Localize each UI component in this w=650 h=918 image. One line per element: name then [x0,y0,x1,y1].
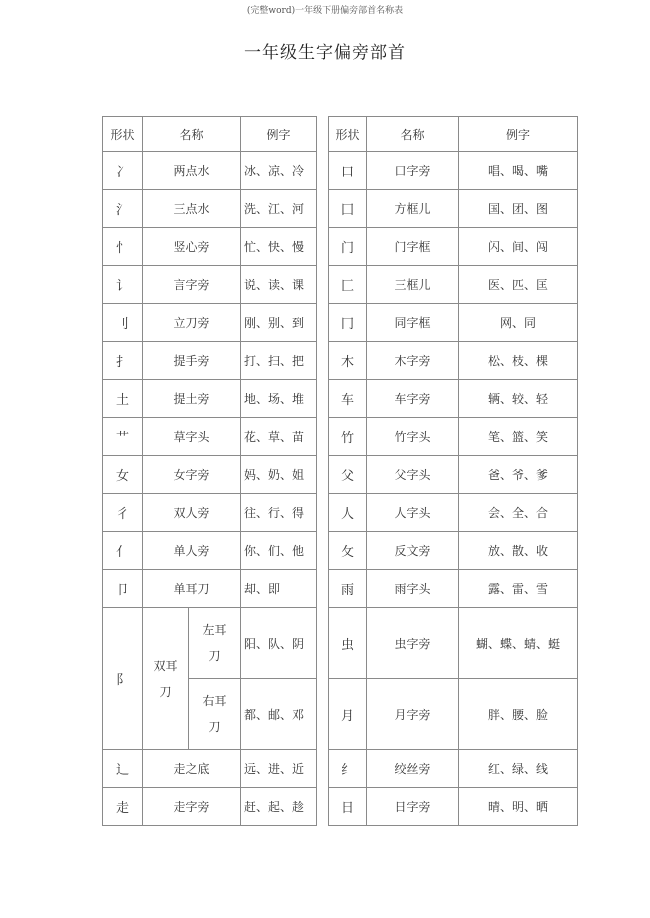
example-characters: 红、绿、线 [459,750,578,788]
radical-shape: 口 [329,152,367,190]
table-row [103,750,578,788]
column-gap [317,494,329,532]
radical-name: 单人旁 [143,532,241,570]
example-characters: 洗、江、河 [241,190,317,228]
radical-name [189,679,241,750]
name-line: 刀 [208,649,221,663]
column-gap [317,418,329,456]
table-row [103,304,578,342]
radical-shape: 土 [103,380,143,418]
column-header-examples: 例字 [241,117,317,152]
example-characters: 打、扫、把 [241,342,317,380]
radical-name: 言字旁 [143,266,241,304]
radical-name: 日字旁 [367,788,459,826]
column-gap [317,266,329,304]
radical-shape: 刂 [103,304,143,342]
radical-name: 口字旁 [367,152,459,190]
column-gap [317,152,329,190]
column-gap [317,456,329,494]
group-name-line: 刀 [159,684,172,699]
radical-shape: 彳 [103,494,143,532]
table-header-row [103,117,578,152]
radical-shape: 阝 [103,608,143,750]
radical-name: 雨字头 [367,570,459,608]
radical-name: 三点水 [143,190,241,228]
radical-shape: 辶 [103,750,143,788]
radical-name: 走字旁 [143,788,241,826]
name-line: 刀 [208,720,221,734]
radical-shape: 亻 [103,532,143,570]
column-header-name: 名称 [143,117,241,152]
example-characters: 笔、篮、笑 [459,418,578,456]
column-header-name: 名称 [367,117,459,152]
radical-name: 两点水 [143,152,241,190]
radical-shape: 氵 [103,190,143,228]
example-characters: 网、同 [459,304,578,342]
example-characters: 你、们、他 [241,532,317,570]
radical-name: 反文旁 [367,532,459,570]
radical-name: 父字头 [367,456,459,494]
example-characters: 国、团、图 [459,190,578,228]
example-characters: 花、草、苗 [241,418,317,456]
example-characters: 露、雷、雪 [459,570,578,608]
column-gap [317,570,329,608]
column-header-examples: 例字 [459,117,578,152]
column-gap [317,532,329,570]
example-characters: 蝴、蝶、蜻、蜓 [459,608,578,679]
radical-shape: 人 [329,494,367,532]
example-characters: 都、邮、邓 [241,679,317,750]
table-row [103,532,578,570]
column-gap [317,679,329,750]
radical-name: 立刀旁 [143,304,241,342]
table-row [103,570,578,608]
example-characters: 阳、队、阴 [241,608,317,679]
table-row [103,380,578,418]
radical-shape: 攵 [329,532,367,570]
radical-shape: 虫 [329,608,367,679]
radical-name: 三框儿 [367,266,459,304]
radical-name: 单耳刀 [143,570,241,608]
column-header-shape: 形状 [329,117,367,152]
example-characters: 刚、别、到 [241,304,317,342]
table-row [103,190,578,228]
radical-name: 走之底 [143,750,241,788]
radical-name: 人字头 [367,494,459,532]
example-characters: 冰、凉、冷 [241,152,317,190]
radical-name: 方框儿 [367,190,459,228]
radical-name: 提手旁 [143,342,241,380]
table-row [103,494,578,532]
table-row [103,342,578,380]
radical-shape: 讠 [103,266,143,304]
radical-name: 月字旁 [367,679,459,750]
example-characters: 闪、间、闯 [459,228,578,266]
radical-shape: 木 [329,342,367,380]
radical-shape: 忄 [103,228,143,266]
radical-name: 木字旁 [367,342,459,380]
radical-shape: 日 [329,788,367,826]
radical-name: 虫字旁 [367,608,459,679]
example-characters: 说、读、课 [241,266,317,304]
table-row [103,418,578,456]
radical-shape: 父 [329,456,367,494]
radical-name: 竖心旁 [143,228,241,266]
radical-shape: 车 [329,380,367,418]
column-gap [317,342,329,380]
name-line: 右耳 [202,694,227,708]
example-characters: 放、散、收 [459,532,578,570]
radical-shape: 艹 [103,418,143,456]
example-characters: 松、枝、棵 [459,342,578,380]
example-characters: 却、即 [241,570,317,608]
radical-shape: 走 [103,788,143,826]
document-header-note: (完整word)一年级下册偏旁部首名称表 [246,6,404,16]
example-characters: 会、全、合 [459,494,578,532]
radical-shape: 扌 [103,342,143,380]
table-row [103,456,578,494]
radical-shape: 冫 [103,152,143,190]
page-title: 一年级生字偏旁部首 [244,43,406,63]
radical-name: 门字框 [367,228,459,266]
radical-name: 竹字头 [367,418,459,456]
radical-shape: 纟 [329,750,367,788]
radical-name: 双人旁 [143,494,241,532]
radical-group-name [143,608,189,750]
example-characters: 医、匹、匡 [459,266,578,304]
column-gap [317,190,329,228]
column-gap [317,304,329,342]
example-characters: 唱、喝、嘴 [459,152,578,190]
example-characters: 往、行、得 [241,494,317,532]
table-row [103,228,578,266]
radical-shape: 囗 [329,190,367,228]
example-characters: 赶、起、趁 [241,788,317,826]
radical-shape: 冂 [329,304,367,342]
radical-name: 女字旁 [143,456,241,494]
table-row [103,266,578,304]
radical-shape: 月 [329,679,367,750]
radical-shape: 女 [103,456,143,494]
radical-shape: 卩 [103,570,143,608]
example-characters: 远、进、近 [241,750,317,788]
example-characters: 妈、奶、姐 [241,456,317,494]
radicals-table [102,116,578,826]
radical-shape: 竹 [329,418,367,456]
example-characters: 胖、腰、脸 [459,679,578,750]
radical-name: 草字头 [143,418,241,456]
table-row [103,152,578,190]
radical-name: 绞丝旁 [367,750,459,788]
example-characters: 地、场、堆 [241,380,317,418]
radical-shape: 雨 [329,570,367,608]
example-characters: 晴、明、晒 [459,788,578,826]
radical-name: 提土旁 [143,380,241,418]
column-gap [317,380,329,418]
column-gap [317,228,329,266]
radical-shape: 门 [329,228,367,266]
example-characters: 辆、较、轻 [459,380,578,418]
table-row [103,608,578,679]
column-gap [317,117,329,152]
column-header-shape: 形状 [103,117,143,152]
name-line: 左耳 [202,623,227,637]
radical-name [189,608,241,679]
radical-name: 车字旁 [367,380,459,418]
group-name-line: 双耳 [153,658,178,673]
column-gap [317,750,329,788]
example-characters: 忙、快、慢 [241,228,317,266]
column-gap [317,608,329,679]
radical-name: 同字框 [367,304,459,342]
radical-shape: 匚 [329,266,367,304]
table-row [103,788,578,826]
example-characters: 爸、爷、爹 [459,456,578,494]
column-gap [317,788,329,826]
